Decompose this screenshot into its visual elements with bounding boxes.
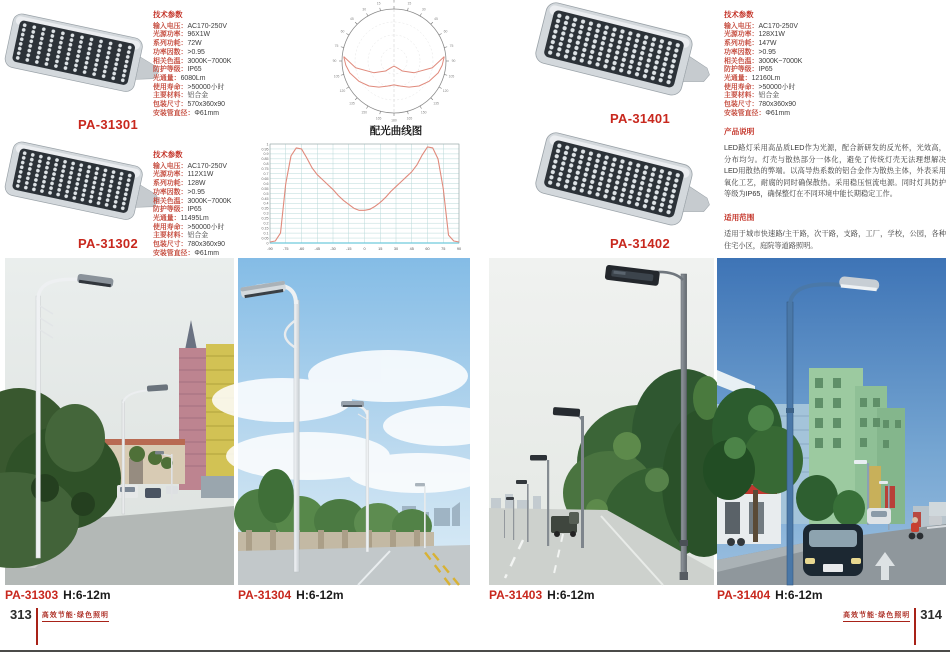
caption-code: PA-31303 <box>5 588 59 602</box>
spec-row: 安装管直径：Φ61mm <box>153 249 219 257</box>
svg-text:-60: -60 <box>298 247 305 251</box>
application-title: 适用范围 <box>724 212 755 222</box>
svg-text:75: 75 <box>441 247 446 251</box>
footer-slogan: 高效节能·绿色照明 <box>843 610 910 622</box>
svg-text:45: 45 <box>350 17 354 22</box>
svg-text:75: 75 <box>334 43 339 48</box>
description-body: LED路灯采用高品质LED作为光源，配合新研发的反光杯，光效高，分布均匀。灯壳与散热部分一体化，避免了传统灯壳无法理想解决LED用散热的弊端。以高导热系数的铝合金作为散热主体，外表采用氧化工艺，耐腐的同时确保散热。采用稳压恒流电源。同时灯具防护等级为IP65，确保整灯在不同环境中能长期稳定工作。 <box>724 143 946 199</box>
installation-photo-pa31303 <box>5 258 234 585</box>
footer-divider <box>36 608 38 645</box>
svg-text:-15: -15 <box>346 247 352 251</box>
svg-text:180: 180 <box>391 118 397 123</box>
svg-text:60: 60 <box>340 29 345 34</box>
svg-text:0.55: 0.55 <box>261 186 269 191</box>
spec-row: 光通量：6080Lm <box>153 74 206 82</box>
caption-height: H:6-12m <box>296 588 344 602</box>
svg-text:120: 120 <box>339 88 346 93</box>
svg-text:0.6: 0.6 <box>263 181 269 186</box>
svg-text:150: 150 <box>420 110 427 115</box>
svg-text:30: 30 <box>421 7 426 12</box>
spec-row: 系列功耗：128W <box>153 180 206 188</box>
svg-text:30: 30 <box>393 247 399 251</box>
svg-text:-45: -45 <box>314 247 320 251</box>
caption-code: PA-31403 <box>489 588 543 602</box>
spec-row: 相关色温：3000K~7000K <box>153 197 232 205</box>
svg-text:45: 45 <box>434 17 438 22</box>
distribution-line-chart <box>256 140 464 254</box>
led-street-lamp <box>534 1 718 103</box>
svg-text:-30: -30 <box>330 247 336 251</box>
svg-text:0.8: 0.8 <box>263 162 269 167</box>
spec-row: 光源功率：96X1W <box>153 31 211 39</box>
product-code-pa31301: PA-31301 <box>78 117 138 132</box>
spec-block-pa31301 <box>153 11 261 118</box>
photo-caption-pa31304 <box>238 588 344 602</box>
minivan <box>803 524 863 576</box>
svg-text:0.4: 0.4 <box>263 201 269 206</box>
svg-text:45: 45 <box>409 247 414 251</box>
spec-row: 光通量：11495Lm <box>153 214 209 222</box>
spec-row: 输入电压：AC170-250V <box>724 22 798 30</box>
application-body: 适用于城市快速路/主干路，次干路，支路，工厂，学校，公园，各种住宅小区，庭院等道路照明。 <box>724 228 946 250</box>
spec-rows <box>153 163 261 259</box>
caption-height: H:6-12m <box>547 588 595 602</box>
spec-row: 功率因数：>0.95 <box>153 188 205 196</box>
spec-row: 包装尺寸：780x360x90 <box>153 241 226 249</box>
svg-text:90: 90 <box>456 247 462 251</box>
spec-rows <box>724 23 832 119</box>
spec-row: 输入电压：AC170-250V <box>153 162 227 170</box>
spec-row: 相关色温：3000K~7000K <box>724 57 803 65</box>
footer-divider <box>914 608 916 645</box>
led-street-lamp <box>534 131 718 233</box>
caption-height: H:6-12m <box>775 588 823 602</box>
spec-row: 包装尺寸：780x360x90 <box>724 101 797 109</box>
svg-text:0.2: 0.2 <box>263 221 269 226</box>
svg-text:15: 15 <box>378 247 383 251</box>
svg-text:0.1: 0.1 <box>263 231 269 236</box>
roadway <box>238 545 470 585</box>
svg-text:0.95: 0.95 <box>261 147 269 152</box>
svg-text:0.7: 0.7 <box>263 172 269 176</box>
spec-row: 包装尺寸：570x360x90 <box>153 101 226 109</box>
svg-text:90: 90 <box>332 59 337 64</box>
svg-text:105: 105 <box>333 74 340 79</box>
svg-text:0: 0 <box>363 247 366 251</box>
caption-code: PA-31404 <box>717 588 771 602</box>
footer-left <box>10 608 109 645</box>
footer-right <box>843 608 942 645</box>
product-photo-pa31301 <box>2 12 152 114</box>
page-bottom-rule <box>0 650 950 652</box>
photo-caption-pa31303 <box>5 588 111 602</box>
svg-text:0.25: 0.25 <box>261 216 269 221</box>
installation-photo-pa31404 <box>717 258 946 585</box>
svg-text:0.75: 0.75 <box>261 167 269 172</box>
svg-text:15: 15 <box>407 1 412 6</box>
svg-text:0.85: 0.85 <box>261 157 269 162</box>
spec-title: 技术参数 <box>153 10 183 19</box>
product-code-pa31302: PA-31302 <box>78 236 138 251</box>
spec-row: 防护等级：IP65 <box>153 66 202 74</box>
spec-row: 使用寿命：>50000小时 <box>153 223 225 231</box>
svg-text:165: 165 <box>406 116 413 121</box>
spec-row: 系列功耗：147W <box>724 40 777 48</box>
spec-block-pa31401 <box>724 11 832 118</box>
product-code-pa31402: PA-31402 <box>610 236 670 251</box>
spec-row: 使用寿命：>50000小时 <box>724 83 796 91</box>
svg-text:-90: -90 <box>267 247 273 251</box>
svg-text:30: 30 <box>362 7 367 12</box>
product-photo-pa31302 <box>2 140 152 242</box>
svg-text:165: 165 <box>375 116 382 121</box>
led-street-lamp <box>4 140 165 225</box>
spec-row: 光通量：12160Lm <box>724 74 781 82</box>
spec-row: 功率因数：>0.95 <box>153 48 205 56</box>
svg-text:0.15: 0.15 <box>261 226 269 231</box>
svg-text:105: 105 <box>448 74 455 79</box>
svg-text:135: 135 <box>433 101 439 106</box>
description-title: 产品说明 <box>724 127 755 136</box>
page-number-left: 313 <box>10 607 32 622</box>
svg-text:0.45: 0.45 <box>261 196 269 201</box>
svg-text:0: 0 <box>266 241 269 246</box>
svg-text:0.3: 0.3 <box>263 211 269 216</box>
spec-title: 技术参数 <box>724 10 754 19</box>
spec-row: 安装管直径：Φ61mm <box>724 109 790 117</box>
product-photo-pa31402 <box>528 136 712 242</box>
page-number-right: 314 <box>920 607 942 622</box>
svg-text:0: 0 <box>393 0 395 4</box>
spec-row: 主要材料：铝合金 <box>153 92 209 100</box>
caption-height: H:6-12m <box>63 588 111 602</box>
spec-row: 防护等级：IP65 <box>153 206 202 214</box>
svg-text:-75: -75 <box>283 247 289 251</box>
svg-text:0.9: 0.9 <box>263 152 269 157</box>
spec-row: 安装管直径：Φ61mm <box>153 109 219 117</box>
svg-text:0.65: 0.65 <box>261 176 269 181</box>
spec-row: 主要材料：铝合金 <box>724 92 780 100</box>
spec-block-pa31302 <box>153 151 261 258</box>
spec-row: 防护等级：IP65 <box>724 66 773 74</box>
svg-text:120: 120 <box>442 88 449 93</box>
svg-text:60: 60 <box>443 29 448 34</box>
polar-chart-caption: 配光曲线图 <box>369 125 423 137</box>
photo-caption-pa31404 <box>717 588 823 602</box>
spec-row: 功率因数：>0.95 <box>724 48 776 56</box>
installation-photo-pa31304 <box>238 258 470 585</box>
svg-text:150: 150 <box>361 110 368 115</box>
svg-text:0.05: 0.05 <box>261 236 269 241</box>
spec-rows <box>153 23 261 119</box>
spec-row: 输入电压：AC170-250V <box>153 22 227 30</box>
spec-row: 相关色温：3000K~7000K <box>153 57 232 65</box>
svg-text:15: 15 <box>376 1 381 6</box>
spec-row: 主要材料：铝合金 <box>153 232 209 240</box>
svg-text:0.35: 0.35 <box>261 206 269 211</box>
spec-row: 光源功率：112X1W <box>153 171 214 179</box>
caption-code: PA-31304 <box>238 588 292 602</box>
photo-caption-pa31403 <box>489 588 595 602</box>
installation-photo-pa31403 <box>489 258 714 585</box>
spec-row: 使用寿命：>50000小时 <box>153 83 225 91</box>
spec-row: 光源功率：128X1W <box>724 31 785 39</box>
footer-slogan: 高效节能·绿色照明 <box>42 610 109 622</box>
spec-title: 技术参数 <box>153 150 183 159</box>
spec-row: 系列功耗：72W <box>153 40 202 48</box>
svg-text:90: 90 <box>451 59 456 64</box>
svg-text:135: 135 <box>349 101 355 106</box>
svg-text:75: 75 <box>449 43 454 48</box>
polar-photometric-chart <box>320 0 472 123</box>
led-street-lamp <box>4 12 165 97</box>
product-code-pa31401: PA-31401 <box>610 111 670 126</box>
svg-text:60: 60 <box>425 247 430 251</box>
product-photo-pa31401 <box>528 8 712 112</box>
svg-text:1: 1 <box>266 142 269 147</box>
product-description-section <box>724 126 946 251</box>
svg-text:0.5: 0.5 <box>263 191 269 196</box>
